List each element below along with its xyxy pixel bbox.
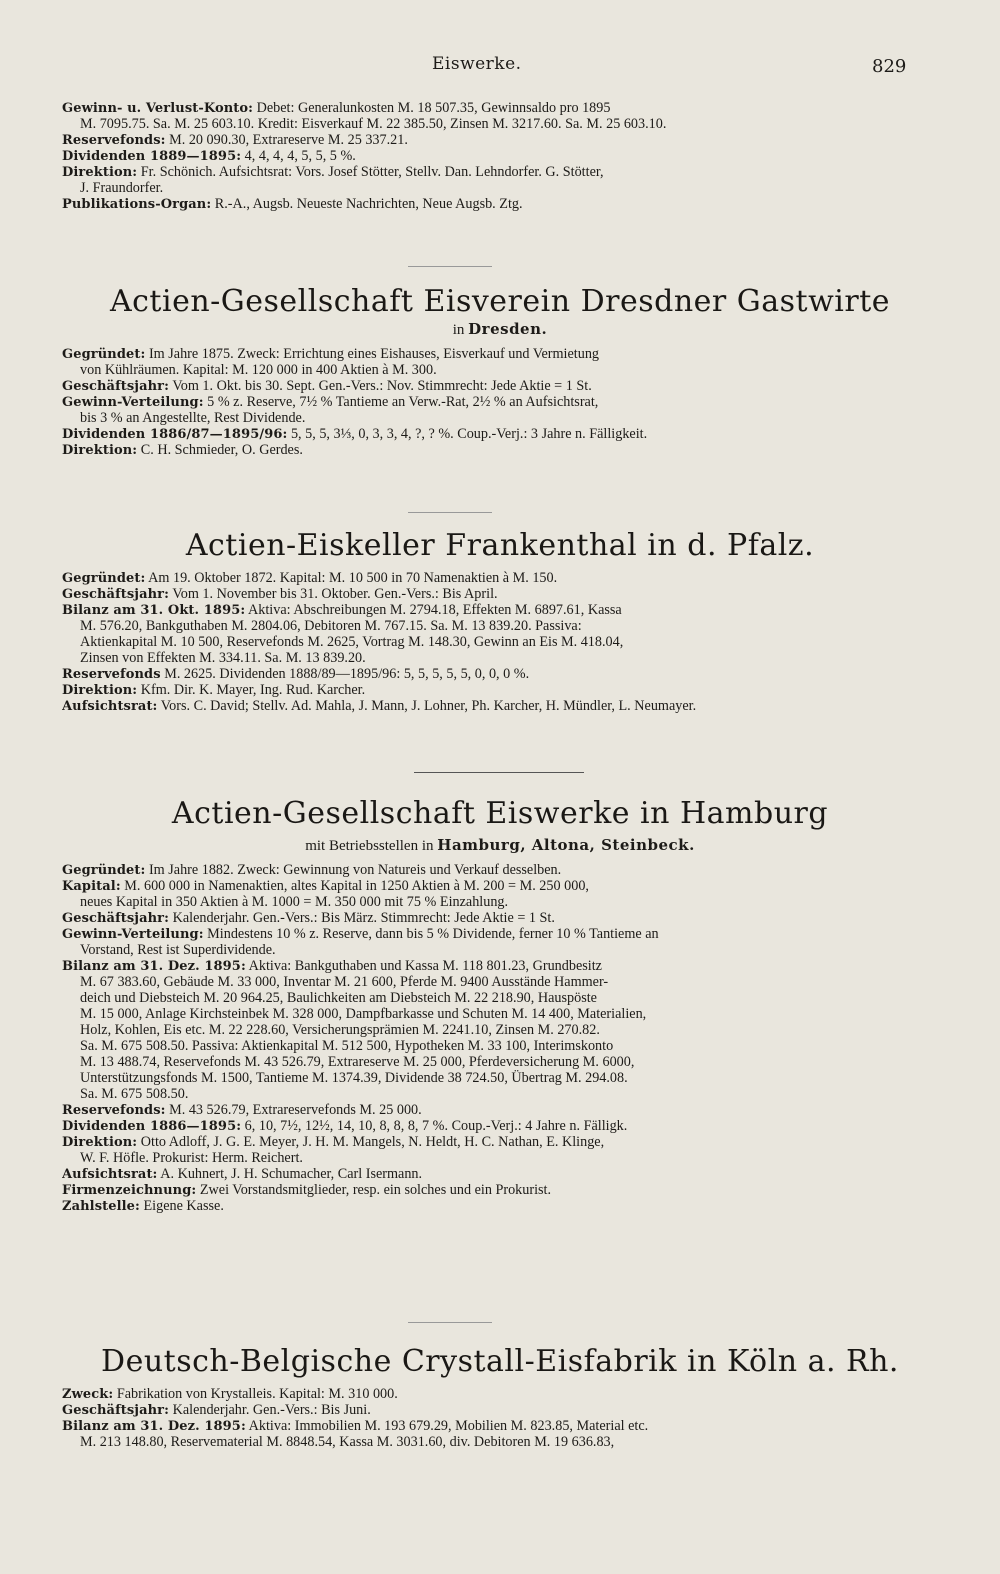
field-text: C. H. Schmieder, O. Gerdes. [137,442,303,458]
field-text: Am 19. Oktober 1872. Kapital: M. 10 500 in 70 Namenaktien à M. 150. [145,570,558,586]
text-line [62,164,914,180]
field-text: Fabrikation von Krystalleis. Kapital: M. 310 000. [113,1386,398,1402]
page-number: 829 [872,56,907,77]
field-text: Aktiva: Bankguthaben und Kassa M. 118 801.23, Grundbesitz [245,958,602,974]
text-line [62,926,914,942]
field-text: 6, 10, 7½, 12½, 14, 10, 8, 8, 8, 7 %. Coup.-Verj.: 4 Jahre n. Fälligk. [241,1118,628,1134]
field-text: Unterstützungsfonds M. 1500, Tantieme M. 1374.39, Dividende 38 724.50, Übertrag M. 294.08. [80,1070,628,1086]
section-subtitle-dresden [0,320,1000,339]
field-text: Kalenderjahr. Gen.-Vers.: Bis Juni. [169,1402,371,1418]
field-text: Otto Adloff, J. G. E. Meyer, J. H. M. Mangels, N. Heldt, H. C. Nathan, E. Klinge, [137,1134,605,1150]
field-label: Publikations-Organ: [62,197,212,212]
field-label: Direktion: [62,165,138,180]
field-label: Gegründet: [62,863,146,878]
field-label: Bilanz am 31. Dez. 1895: [62,1419,246,1434]
text-line [62,1198,914,1214]
text-line [62,634,914,650]
text-line [62,1070,914,1086]
field-text: M. 13 488.74, Reservefonds M. 43 526.79, Extrareserve M. 25 000, Pferdeversicherung M. 6000, [80,1054,635,1070]
field-text: J. Fraundorfer. [80,180,164,196]
subtitle-prefix: mit Betriebsstellen in [305,838,438,854]
text-line [62,586,914,602]
field-text: 5, 5, 5, 3⅓, 0, 3, 3, 4, ?, ? %. Coup.-Verj.: 3 Jahre n. Fälligkeit. [287,426,648,442]
text-line [62,1054,914,1070]
section-title-hamburg: Actien-Gesellschaft Eiswerke in Hamburg [171,796,829,831]
field-label: Gewinn-Verteilung: [62,395,204,410]
field-text: M. 2625. Dividenden 1888/89—1895/96: 5, 5, 5, 5, 5, 0, 0, 0 %. [160,666,530,682]
field-text: bis 3 % an Angestellte, Rest Dividende. [80,410,306,426]
field-label: Gewinn-Verteilung: [62,927,204,942]
text-line [62,1386,914,1402]
text-line [62,442,914,458]
field-text: Debet: Generalunkosten M. 18 507.35, Gewinnsaldo pro 1895 [253,100,611,116]
text-line [62,100,914,116]
section-subtitle-hamburg [0,836,1000,855]
running-head [0,54,1000,80]
field-label: Geschäftsjahr: [62,911,170,926]
divider [414,772,584,773]
field-text: A. Kuhnert, J. H. Schumacher, Carl Isermann. [157,1166,423,1182]
running-head-title: Eiswerke. [432,54,522,74]
field-text: Holz, Kohlen, Eis etc. M. 22 228.60, Versicherungsprämien M. 2241.10, Zinsen M. 270.82. [80,1022,600,1038]
field-text: Vorstand, Rest ist Superdividende. [80,942,276,958]
section-body-dresden [62,346,914,458]
field-text: R.-A., Augsb. Neueste Nachrichten, Neue Augsb. Ztg. [211,196,523,212]
field-label: Geschäftsjahr: [62,1403,170,1418]
text-line [62,958,914,974]
text-line [62,602,914,618]
text-line [62,1086,914,1102]
text-line [62,570,914,586]
field-label: Zweck: [62,1387,114,1402]
text-line [62,942,914,958]
text-line [62,116,914,132]
text-line [62,1182,914,1198]
field-label: Dividenden 1889—1895: [62,149,242,164]
text-line [62,410,914,426]
text-line [62,196,914,212]
section-body-hamburg [62,862,914,1214]
divider [408,266,492,267]
field-label: Bilanz am 31. Dez. 1895: [62,959,246,974]
field-text: Eigene Kasse. [139,1198,224,1214]
text-line [62,1402,914,1418]
field-text: von Kühlräumen. Kapital: M. 120 000 in 400 Aktien à M. 300. [80,362,437,378]
text-line [62,180,914,196]
field-text: Aktiva: Abschreibungen M. 2794.18, Effekten M. 6897.61, Kassa [245,602,622,618]
subtitle-prefix: in [452,322,469,338]
field-text: Zwei Vorstandsmitglieder, resp. ein solches und ein Prokurist. [196,1182,552,1198]
text-line [62,1022,914,1038]
text-line [62,698,914,714]
field-label: Aufsichtsrat: [62,1167,158,1182]
divider [408,1322,492,1323]
field-text: Sa. M. 675 508.50. Passiva: Aktienkapital M. 512 500, Hypotheken M. 33 100, Interimskonto [80,1038,614,1054]
text-line [62,1134,914,1150]
field-text: M. 213 148.80, Reservematerial M. 8848.54, Kassa M. 3031.60, div. Debitoren M. 19 636.83, [80,1434,615,1450]
text-line [62,1150,914,1166]
text-line [62,148,914,164]
field-text: Aktiva: Immobilien M. 193 679.29, Mobilien M. 823.85, Material etc. [245,1418,649,1434]
text-line [62,990,914,1006]
field-label: Gegründet: [62,347,146,362]
field-text: Fr. Schönich. Aufsichtsrat: Vors. Josef Stötter, Stellv. Dan. Lehndorfer. G. Stötter, [137,164,604,180]
field-text: Kfm. Dir. K. Mayer, Ing. Rud. Karcher. [137,682,366,698]
field-text: M. 7095.75. Sa. M. 25 603.10. Kredit: Eisverkauf M. 22 385.50, Zinsen M. 3217.60. Sa. M. 25 603.10. [80,116,667,132]
field-text: deich und Diebsteich M. 20 964.25, Baulichkeiten am Diebsteich M. 22 218.90, Hauspöste [80,990,597,1006]
text-line [62,974,914,990]
field-text: M. 43 526.79, Extrareservefonds M. 25 000. [165,1102,422,1118]
field-label: Reservefonds: [62,133,166,148]
field-text: Aktienkapital M. 10 500, Reservefonds M. 2625, Vortrag M. 148.30, Gewinn an Eis M. 418.04, [80,634,624,650]
field-label: Reservefonds [62,667,161,682]
text-line [62,1118,914,1134]
field-text: Vom 1. November bis 31. Oktober. Gen.-Vers.: Bis April. [169,586,498,602]
field-label: Dividenden 1886/87—1895/96: [62,427,288,442]
field-text: M. 20 090.30, Extrareserve M. 25 337.21. [165,132,408,148]
text-line [62,378,914,394]
text-line [62,650,914,666]
field-text: Kalenderjahr. Gen.-Vers.: Bis März. Stimmrecht: Jede Aktie = 1 St. [169,910,555,926]
field-text: Im Jahre 1875. Zweck: Errichtung eines Eishauses, Eisverkauf und Vermietung [145,346,600,362]
section-body-koeln [62,1386,914,1450]
field-label: Gegründet: [62,571,146,586]
text-line [62,862,914,878]
section-title-frankenthal: Actien-Eiskeller Frankenthal in d. Pfalz. [185,528,815,563]
section-title-dresden: Actien-Gesellschaft Eisverein Dresdner Gastwirte [109,284,891,319]
text-line [62,394,914,410]
text-line [62,1038,914,1054]
field-text: 5 % z. Reserve, 7½ % Tantieme an Verw.-Rat, 2½ % an Aufsichtsrat, [203,394,599,410]
text-line [62,362,914,378]
field-text: M. 600 000 in Namenaktien, altes Kapital in 1250 Aktien à M. 200 = M. 250 000, [120,878,589,894]
subtitle-place: Hamburg, Altona, Steinbeck. [437,836,695,854]
field-label: Geschäftsjahr: [62,587,170,602]
text-line [62,1102,914,1118]
field-text: M. 15 000, Anlage Kirchsteinbek M. 328 000, Dampfbarkasse und Schuten M. 14 400, Materialien, [80,1006,647,1022]
field-label: Dividenden 1886—1895: [62,1119,242,1134]
field-label: Bilanz am 31. Okt. 1895: [62,603,246,618]
text-line [62,346,914,362]
text-line [62,1166,914,1182]
text-line [62,1006,914,1022]
text-line [62,426,914,442]
text-line [62,132,914,148]
field-text: W. F. Höfle. Prokurist: Herm. Reichert. [80,1150,303,1166]
field-text: M. 67 383.60, Gebäude M. 33 000, Inventar M. 21 600, Pferde M. 9400 Ausstände Hammer- [80,974,609,990]
section-title-koeln: Deutsch-Belgische Crystall-Eisfabrik in Köln a. Rh. [101,1344,899,1379]
field-text: neues Kapital in 350 Aktien à M. 1000 = M. 350 000 mit 75 % Einzahlung. [80,894,509,910]
text-line [62,618,914,634]
field-label: Direktion: [62,683,138,698]
field-text: 4, 4, 4, 4, 5, 5, 5 %. [241,148,356,164]
field-label: Aufsichtsrat: [62,699,158,714]
field-text: Mindestens 10 % z. Reserve, dann bis 5 % Dividende, ferner 10 % Tantieme an [203,926,659,942]
field-label: Gewinn- u. Verlust-Konto: [62,101,254,116]
text-line [62,1434,914,1450]
field-text: Zinsen von Effekten M. 334.11. Sa. M. 13 839.20. [80,650,366,666]
field-text: M. 576.20, Bankguthaben M. 2804.06, Debitoren M. 767.15. Sa. M. 13 839.20. Passiva: [80,618,582,634]
field-text: Sa. M. 675 508.50. [80,1086,189,1102]
text-line [62,666,914,682]
field-label: Direktion: [62,443,138,458]
subtitle-place: Dresden. [468,320,548,338]
text-line [62,1418,914,1434]
field-label: Zahlstelle: [62,1199,140,1214]
text-line [62,894,914,910]
field-text: Im Jahre 1882. Zweck: Gewinnung von Natureis und Verkauf desselben. [145,862,562,878]
field-text: Vom 1. Okt. bis 30. Sept. Gen.-Vers.: Nov. Stimmrecht: Jede Aktie = 1 St. [169,378,592,394]
divider [408,512,492,513]
field-label: Reservefonds: [62,1103,166,1118]
section-continuation [62,100,914,212]
field-label: Firmenzeichnung: [62,1183,197,1198]
text-line [62,910,914,926]
section-body-frankenthal [62,570,914,714]
field-label: Direktion: [62,1135,138,1150]
text-line [62,878,914,894]
field-label: Kapital: [62,879,121,894]
text-line [62,682,914,698]
field-text: Vors. C. David; Stellv. Ad. Mahla, J. Mann, J. Lohner, Ph. Karcher, H. Mündler, L. Neumayer. [157,698,697,714]
field-label: Geschäftsjahr: [62,379,170,394]
